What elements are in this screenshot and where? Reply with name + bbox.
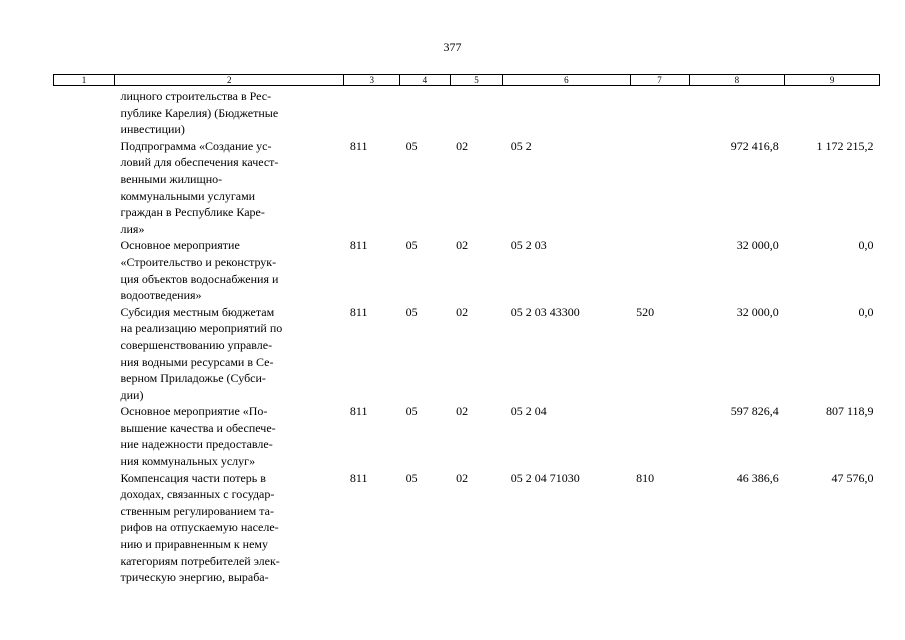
row-amount-year2: 47 576,0: [831, 470, 874, 485]
row-code-target: 05 2 03 43300: [510, 304, 580, 319]
row-code-target: 05 2: [510, 138, 532, 153]
row-code-expense-type: 810: [636, 470, 655, 485]
row-code-expense-type: [630, 86, 689, 138]
table-row: [54, 470, 880, 586]
row-code-expense-type: [630, 403, 689, 469]
row-code-target: 05 2 03: [510, 238, 547, 253]
row-code-section: 05: [405, 138, 418, 153]
row-code-target: 05 2 04 71030: [510, 470, 580, 485]
table-row: [54, 403, 880, 469]
budget-table: [53, 74, 880, 586]
row-amount-year1: 32 000,0: [736, 304, 779, 319]
table-row: [54, 138, 880, 238]
row-amount-year2: 1 172 215,2: [816, 138, 874, 153]
row-name: Основное мероприятие «По- вышение качества и обеспече- ние надежности предоставле- ния коммунальных услуг»: [120, 404, 276, 469]
row-code-expense-type: 520: [636, 304, 655, 319]
row-name: Субсидия местным бюджетам на реализацию мероприятий по совершенствованию управле- ния водными ресурсами в Се- верном Приладожье (Субси- дии): [120, 304, 283, 402]
column-header-1: 1: [54, 75, 115, 86]
row-code-target: [503, 86, 630, 138]
row-code-subsection: 02: [456, 138, 469, 153]
column-header-6: 6: [503, 75, 630, 86]
row-amount-year1: [689, 86, 785, 138]
row-code-section: 05: [405, 470, 418, 485]
row-cell-empty: [54, 237, 115, 303]
row-name: лицного строительства в Рес- публике Карелия) (Бюджетные инвестиции): [120, 89, 279, 137]
column-header-2: 2: [115, 75, 344, 86]
table-header-row: [54, 75, 880, 86]
column-header-9: 9: [785, 75, 880, 86]
column-header-7: 7: [630, 75, 689, 86]
row-code-ministry: 811: [349, 470, 368, 485]
row-code-subsection: [450, 86, 503, 138]
column-header-5: 5: [450, 75, 503, 86]
row-cell-empty: [54, 304, 115, 404]
row-code-expense-type: [630, 237, 689, 303]
row-code-section: 05: [405, 404, 418, 419]
row-code-subsection: 02: [456, 470, 469, 485]
row-amount-year2: 0,0: [858, 304, 874, 319]
column-header-4: 4: [400, 75, 451, 86]
row-code-ministry: [344, 86, 400, 138]
row-code-expense-type: [630, 138, 689, 238]
row-cell-empty: [54, 86, 115, 138]
row-code-section: 05: [405, 304, 418, 319]
row-amount-year2: [785, 86, 880, 138]
row-code-ministry: 811: [349, 404, 368, 419]
row-cell-empty: [54, 403, 115, 469]
row-amount-year2: 807 118,9: [825, 404, 874, 419]
row-code-ministry: 811: [349, 138, 368, 153]
row-code-subsection: 02: [456, 304, 469, 319]
row-code-subsection: 02: [456, 404, 469, 419]
row-cell-empty: [54, 138, 115, 238]
row-code-section: 05: [405, 238, 418, 253]
row-name: Основное мероприятие «Строительство и реконструк- ция объектов водоснабжения и водоотведения»: [120, 238, 279, 303]
row-amount-year1: 32 000,0: [736, 238, 779, 253]
row-code-target: 05 2 04: [510, 404, 547, 419]
row-amount-year1: 597 826,4: [730, 404, 779, 419]
page-number: 377: [443, 40, 462, 54]
table-row: [54, 237, 880, 303]
row-name: Компенсация части потерь в доходах, связанных с государ- ственным регулированием та- рифов на отпускаемую населе- нию и приравненным к нему категориям потребителей элек- трическую энергию, выраба-: [120, 470, 280, 585]
row-cell-empty: [54, 470, 115, 586]
table-row: [54, 86, 880, 138]
row-code-subsection: 02: [456, 238, 469, 253]
column-header-3: 3: [344, 75, 400, 86]
row-code-ministry: 811: [349, 304, 368, 319]
row-amount-year1: 46 386,6: [736, 470, 779, 485]
row-amount-year2: 0,0: [858, 238, 874, 253]
row-name: Подпрограмма «Создание ус- ловий для обеспечения качест- венными жилищно- коммунальными услугами граждан в Республике Каре- лия»: [120, 138, 279, 236]
row-amount-year1: 972 416,8: [730, 138, 779, 153]
column-header-8: 8: [689, 75, 785, 86]
table-row: [54, 304, 880, 404]
row-code-section: [400, 86, 451, 138]
row-code-ministry: 811: [349, 238, 368, 253]
